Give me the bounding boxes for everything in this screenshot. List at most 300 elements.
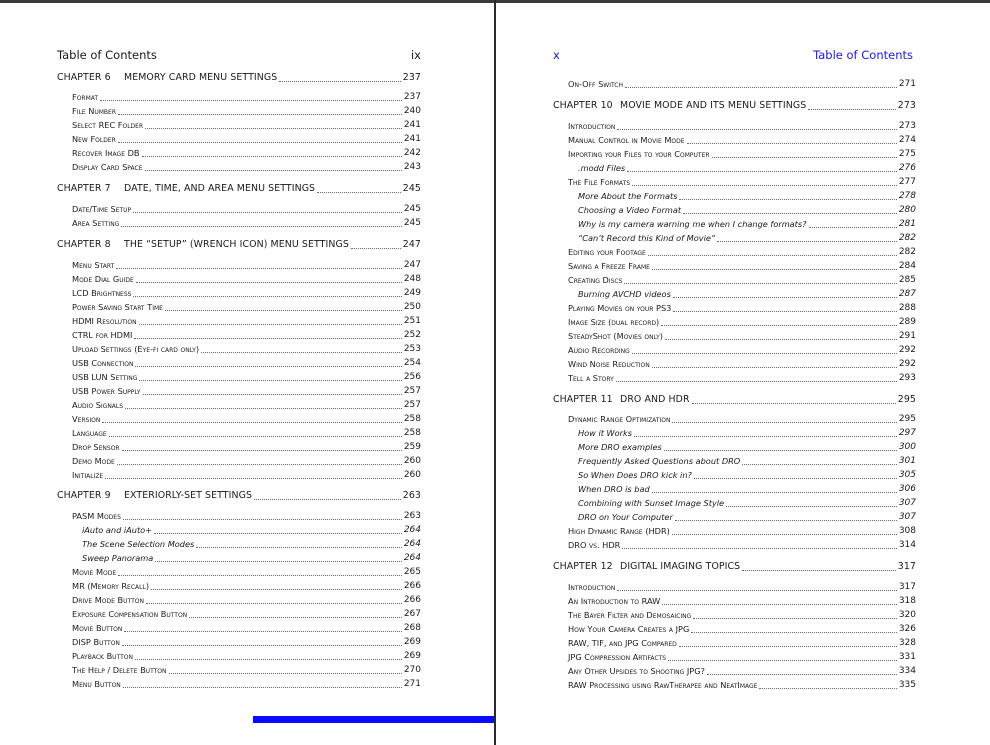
- toc-chapter-row[interactable]: [553, 560, 916, 574]
- entry-page-number: 245: [403, 218, 421, 228]
- toc-entry-row[interactable]: [568, 246, 916, 259]
- dot-leader: [121, 225, 401, 227]
- entry-page-number: 282: [898, 233, 916, 243]
- entry-title: Select REC Folder: [72, 120, 144, 130]
- toc-entry-row[interactable]: [72, 622, 421, 635]
- toc-entry-row[interactable]: [568, 581, 916, 594]
- dot-leader: [351, 247, 401, 249]
- entry-page-number: 292: [898, 359, 916, 369]
- entry-title: Initialize: [72, 470, 104, 480]
- toc-entry-row[interactable]: [72, 91, 421, 104]
- toc-entry-row[interactable]: [72, 301, 421, 314]
- toc-entry-row[interactable]: [568, 316, 916, 329]
- toc-entry-row[interactable]: [72, 441, 421, 454]
- dot-leader: [627, 170, 897, 172]
- entry-page-number: 260: [403, 470, 421, 480]
- entry-title: DRO on Your Computer: [578, 512, 673, 522]
- entry-title: Date/Time Setup: [72, 204, 132, 214]
- entry-page-number: 276: [898, 163, 916, 173]
- entry-page-number: 295: [897, 394, 916, 405]
- toc-entry-row[interactable]: [72, 636, 421, 649]
- dot-leader: [652, 366, 897, 368]
- entry-page-number: 287: [898, 289, 916, 299]
- entry-page-number: 253: [403, 344, 421, 354]
- dot-leader: [151, 588, 402, 590]
- entry-title: USB Power Supply: [72, 386, 141, 396]
- entry-page-number: 263: [402, 490, 421, 501]
- entry-page-number: 240: [403, 106, 421, 116]
- dot-leader: [154, 532, 402, 534]
- toc-entry-row[interactable]: [72, 287, 421, 300]
- toc-entry-row[interactable]: [82, 524, 421, 537]
- toc-entry-row[interactable]: [578, 455, 916, 468]
- entry-page-number: 245: [402, 183, 421, 194]
- entry-page-number: 306: [898, 484, 916, 494]
- entry-page-number: 273: [898, 121, 916, 131]
- dot-leader: [196, 546, 402, 548]
- entry-title: Burning AVCHD videos: [578, 289, 671, 299]
- dot-leader: [712, 156, 897, 158]
- entry-page-number: 264: [403, 539, 421, 549]
- toc-entry-row[interactable]: [72, 217, 421, 230]
- toc-entry-row[interactable]: [72, 385, 421, 398]
- entry-page-number: 266: [403, 581, 421, 591]
- entry-page-number: 297: [898, 428, 916, 438]
- entry-title: Choosing a Video Format: [578, 205, 682, 215]
- toc-entry-row[interactable]: [72, 329, 421, 342]
- entry-title: Demo Mode: [72, 456, 115, 466]
- dot-leader: [201, 351, 402, 353]
- toc-entry-row[interactable]: [72, 133, 421, 146]
- page-header-title: Table of Contents: [57, 48, 157, 62]
- toc-entry-row[interactable]: [72, 371, 421, 384]
- toc-entry-row[interactable]: [82, 538, 421, 551]
- dot-leader: [145, 169, 402, 171]
- dot-leader: [683, 212, 897, 214]
- toc-entry-row[interactable]: [578, 469, 916, 482]
- entry-page-number: 295: [898, 414, 916, 424]
- toc-chapter-row[interactable]: [57, 182, 421, 196]
- entry-title: Movie Mode: [72, 567, 117, 577]
- entry-page-number: 247: [403, 260, 421, 270]
- toc-entry-row[interactable]: [578, 511, 916, 524]
- entry-title: Menu Button: [72, 679, 121, 689]
- entry-page-number: 320: [898, 610, 916, 620]
- toc-entry-row[interactable]: [72, 650, 421, 663]
- entry-page-number: 264: [403, 553, 421, 563]
- entry-page-number: 237: [403, 92, 421, 102]
- dot-leader: [673, 310, 896, 312]
- entry-title: On-Off Switch: [568, 79, 623, 89]
- toc-entry-row[interactable]: [568, 413, 916, 426]
- dot-leader: [135, 365, 401, 367]
- toc-chapter-row[interactable]: [57, 71, 421, 85]
- toc-entry-row[interactable]: [568, 302, 916, 315]
- entry-page-number: 260: [403, 456, 421, 466]
- chapter-number: CHAPTER 9: [57, 490, 111, 501]
- entry-page-number: 288: [898, 303, 916, 313]
- toc-entry-row[interactable]: [72, 566, 421, 579]
- toc-entry-row[interactable]: [568, 358, 916, 371]
- toc-entry-row[interactable]: [578, 204, 916, 217]
- toc-entry-row[interactable]: [578, 288, 916, 301]
- entry-title: Creating Discs: [568, 275, 623, 285]
- entry-title: Display Card Space: [72, 162, 143, 172]
- toc-chapter-row[interactable]: [57, 238, 421, 252]
- toc-entry-row[interactable]: [568, 176, 916, 189]
- toc-entry-row[interactable]: [72, 678, 421, 691]
- dot-leader: [707, 673, 897, 675]
- entry-title: More About the Formats: [578, 191, 678, 201]
- toc-entry-row[interactable]: [568, 330, 916, 343]
- toc-entry-row[interactable]: [578, 190, 916, 203]
- dot-leader: [102, 421, 401, 423]
- toc-entry-row[interactable]: [568, 595, 916, 608]
- dot-leader: [726, 505, 897, 507]
- toc-entry-row[interactable]: [568, 78, 916, 91]
- chapter-number: CHAPTER 11: [553, 394, 613, 405]
- dot-leader: [809, 226, 897, 228]
- dot-leader: [717, 240, 897, 242]
- entry-page-number: 269: [403, 651, 421, 661]
- entry-title: HDMI Resolution: [72, 316, 137, 326]
- dot-leader: [139, 323, 402, 325]
- dot-leader: [279, 80, 401, 82]
- entry-title: Drop Sensor: [72, 442, 120, 452]
- entry-page-number: 257: [403, 386, 421, 396]
- entry-title: Playback Button: [72, 651, 134, 661]
- toc-chapter-row[interactable]: [553, 99, 916, 113]
- dot-leader: [135, 658, 402, 660]
- dot-leader: [679, 645, 897, 647]
- dot-leader: [759, 687, 896, 689]
- chapter-heading: [57, 71, 277, 85]
- dot-leader: [672, 421, 896, 423]
- dot-leader: [742, 569, 896, 571]
- entry-page-number: 241: [403, 134, 421, 144]
- entry-title: How Your Camera Creates a JPG: [568, 624, 690, 634]
- dot-leader: [664, 449, 897, 451]
- entry-page-number: 248: [403, 274, 421, 284]
- entry-page-number: 263: [403, 511, 421, 521]
- entry-page-number: 300: [898, 442, 916, 452]
- entry-page-number: 277: [898, 177, 916, 187]
- dot-leader: [105, 477, 402, 479]
- dot-leader: [652, 268, 897, 270]
- toc-entry-row[interactable]: [568, 665, 916, 678]
- dot-leader: [662, 603, 897, 605]
- entry-title: Tell a Story: [568, 373, 614, 383]
- toc-entry-row[interactable]: [72, 427, 421, 440]
- entry-title: LCD Brightness: [72, 288, 132, 298]
- toc-entry-row[interactable]: [568, 651, 916, 664]
- dot-leader: [109, 435, 402, 437]
- entry-page-number: 308: [898, 526, 916, 536]
- dot-leader: [808, 108, 896, 110]
- entry-title: Audio Signals: [72, 400, 124, 410]
- chapter-number: CHAPTER 10: [553, 100, 613, 111]
- entry-title: Exposure Compensation Button: [72, 609, 188, 619]
- dot-leader: [146, 602, 402, 604]
- dot-leader: [679, 198, 896, 200]
- dot-leader: [155, 560, 402, 562]
- entry-title: When DRO is bad: [578, 484, 650, 494]
- toc-entry-row[interactable]: [568, 148, 916, 161]
- entry-page-number: 289: [898, 317, 916, 327]
- toc-entry-row[interactable]: [578, 483, 916, 496]
- entry-title: File Number: [72, 106, 116, 116]
- dot-leader: [124, 630, 401, 632]
- toc-entry-row[interactable]: [72, 399, 421, 412]
- toc-entry-row[interactable]: [72, 259, 421, 272]
- entry-title: The File Formats: [568, 177, 631, 187]
- entry-page-number: 241: [403, 120, 421, 130]
- entry-title: An Introduction to RAW: [568, 596, 661, 606]
- dot-leader: [672, 533, 897, 535]
- chapter-heading: [57, 238, 349, 252]
- toc-entry-row[interactable]: [72, 203, 421, 216]
- chapter-heading: [57, 182, 315, 196]
- toc-entry-row[interactable]: [578, 218, 916, 231]
- dot-leader: [118, 113, 402, 115]
- entry-page-number: 273: [897, 100, 916, 111]
- entry-page-number: 264: [403, 525, 421, 535]
- dot-leader: [687, 142, 897, 144]
- entry-title: “Can’t Record this Kind of Movie”: [578, 233, 716, 243]
- entry-page-number: 242: [403, 148, 421, 158]
- dot-leader: [122, 449, 402, 451]
- entry-title: Image Size (dual record): [568, 317, 660, 327]
- toc-entry-row[interactable]: [72, 594, 421, 607]
- entry-page-number: 271: [403, 679, 421, 689]
- entry-title: DRO vs. HDR: [568, 540, 621, 550]
- entry-title: Dynamic Range Optimization: [568, 414, 671, 424]
- dot-leader: [632, 352, 897, 354]
- entry-page-number: 245: [403, 204, 421, 214]
- entry-page-number: 282: [898, 247, 916, 257]
- toc-entry-row[interactable]: [578, 441, 916, 454]
- dot-leader: [143, 393, 402, 395]
- chapter-number: CHAPTER 7: [57, 183, 111, 194]
- entry-title: More DRO examples: [578, 442, 662, 452]
- toc-entry-row[interactable]: [568, 274, 916, 287]
- entry-page-number: 249: [403, 288, 421, 298]
- chapter-number: CHAPTER 12: [553, 561, 613, 572]
- dot-leader: [123, 686, 402, 688]
- entry-page-number: 250: [403, 302, 421, 312]
- entry-page-number: 307: [898, 512, 916, 522]
- entry-page-number: 243: [403, 162, 421, 172]
- entry-title: Sweep Panorama: [82, 553, 154, 563]
- entry-title: USB Connection: [72, 358, 134, 368]
- entry-page-number: 318: [898, 596, 916, 606]
- toc-entry-row[interactable]: [72, 273, 421, 286]
- blue-rule: [253, 716, 494, 723]
- entry-title: Combining with Sunset Image Style: [578, 498, 725, 508]
- entry-page-number: 237: [402, 72, 421, 83]
- dot-leader: [634, 435, 897, 437]
- entry-page-number: 305: [898, 470, 916, 480]
- entry-title: Why is my camera warning me when I change formats?: [578, 219, 807, 229]
- entry-page-number: 281: [898, 219, 916, 229]
- toc-entry-row[interactable]: [568, 623, 916, 636]
- toc-chapter-row[interactable]: [57, 489, 421, 503]
- dot-leader: [123, 518, 402, 520]
- entry-title: Version: [72, 414, 101, 424]
- entry-title: So When Does DRO kick in?: [578, 470, 692, 480]
- dot-leader: [145, 127, 402, 129]
- dot-leader: [139, 379, 401, 381]
- toc-entry-row[interactable]: [568, 120, 916, 133]
- dot-leader: [648, 254, 897, 256]
- chapter-title: DRO AND HDR: [620, 394, 690, 405]
- entry-title: DISP Button: [72, 637, 120, 647]
- toc-entry-row[interactable]: [72, 119, 421, 132]
- toc-entry-row[interactable]: [568, 525, 916, 538]
- dot-leader: [116, 267, 402, 269]
- toc-entry-row[interactable]: [568, 344, 916, 357]
- entry-title: Introduction: [568, 582, 616, 592]
- toc-entry-row[interactable]: [72, 608, 421, 621]
- toc-entry-row[interactable]: [72, 147, 421, 160]
- entry-title: Playing Movies on your PS3: [568, 303, 672, 313]
- dot-leader: [652, 491, 897, 493]
- entry-title: How it Works: [578, 428, 633, 438]
- dot-leader: [668, 659, 897, 661]
- dot-leader: [693, 617, 896, 619]
- dot-leader: [254, 498, 401, 500]
- dot-leader: [142, 155, 402, 157]
- toc-entry-row[interactable]: [72, 413, 421, 426]
- entry-title: Introduction: [568, 121, 616, 131]
- entry-page-number: 292: [898, 345, 916, 355]
- entry-page-number: 285: [898, 275, 916, 285]
- dot-leader: [165, 309, 402, 311]
- entry-title: MR (Memory Recall): [72, 581, 150, 591]
- entry-page-number: 270: [403, 665, 421, 675]
- toc-entry-row[interactable]: [72, 580, 421, 593]
- entry-page-number: 267: [403, 609, 421, 619]
- entry-title: Audio Recording: [568, 345, 630, 355]
- dot-leader: [742, 463, 897, 465]
- entry-page-number: 258: [403, 414, 421, 424]
- toc-entry-row[interactable]: [568, 372, 916, 385]
- entry-title: RAW, TIF, and JPG Compared: [568, 638, 677, 648]
- toc-entry-row[interactable]: [72, 664, 421, 677]
- dot-leader: [616, 380, 897, 382]
- entry-title: JPG Compression Artifacts: [568, 652, 667, 662]
- toc-entry-row[interactable]: [568, 134, 916, 147]
- dot-leader: [617, 589, 897, 591]
- entry-page-number: 252: [403, 330, 421, 340]
- entry-title: Recover Image DB: [72, 148, 140, 158]
- entry-page-number: 251: [403, 316, 421, 326]
- toc-entry-row[interactable]: [72, 455, 421, 468]
- toc-entry-row[interactable]: [568, 260, 916, 273]
- toc-entry-row[interactable]: [72, 469, 421, 482]
- entry-page-number: 335: [898, 680, 916, 690]
- entry-page-number: 317: [897, 561, 916, 572]
- entry-page-number: 326: [898, 624, 916, 634]
- toc-entry-row[interactable]: [578, 427, 916, 440]
- entry-page-number: 265: [403, 567, 421, 577]
- entry-title: PASM Modes: [72, 511, 121, 521]
- toc-entry-row[interactable]: [568, 679, 916, 692]
- dot-leader: [100, 99, 402, 101]
- dot-leader: [622, 547, 897, 549]
- left-page: [0, 0, 494, 745]
- toc-entry-row[interactable]: [568, 609, 916, 622]
- entry-page-number: 307: [898, 498, 916, 508]
- entry-page-number: 258: [403, 428, 421, 438]
- toc-entry-row[interactable]: [568, 637, 916, 650]
- entry-page-number: 259: [403, 442, 421, 452]
- chapter-heading: [553, 393, 690, 407]
- toc-entry-row[interactable]: [72, 161, 421, 174]
- entry-title: Wind Noise Reduction: [568, 359, 650, 369]
- entry-title: USB LUN Setting: [72, 372, 138, 382]
- dot-leader: [118, 574, 402, 576]
- dot-leader: [617, 128, 897, 130]
- toc-entry-row[interactable]: [578, 497, 916, 510]
- entry-page-number: 269: [403, 637, 421, 647]
- entry-page-number: 291: [898, 331, 916, 341]
- entry-title: Drive Mode Button: [72, 595, 144, 605]
- entry-title: Importing your Files to your Computer: [568, 149, 710, 159]
- toc-entry-row[interactable]: [578, 232, 916, 245]
- entry-page-number: 301: [898, 456, 916, 466]
- entry-title: The Bayer Filter and Demosaicing: [568, 610, 692, 620]
- toc-chapter-row[interactable]: [553, 393, 916, 407]
- toc-entry-row[interactable]: [72, 343, 421, 356]
- page-header-title: Table of Contents: [813, 48, 913, 62]
- entry-page-number: 254: [403, 358, 421, 368]
- entry-title: Mode Dial Guide: [72, 274, 134, 284]
- dot-leader: [624, 282, 896, 284]
- page-number: ix: [410, 48, 421, 62]
- entry-page-number: 317: [898, 582, 916, 592]
- dot-leader: [133, 211, 402, 213]
- entry-title: The Help / Delete Button: [72, 665, 167, 675]
- dot-leader: [117, 463, 402, 465]
- entry-title: Frequently Asked Questions about DRO: [578, 456, 741, 466]
- entry-page-number: 266: [403, 595, 421, 605]
- toc-entry-row[interactable]: [72, 105, 421, 118]
- chapter-heading: [553, 560, 740, 574]
- dot-leader: [317, 191, 401, 193]
- toc-entry-row[interactable]: [568, 539, 916, 552]
- entry-title: Upload Settings (Eye-fi card only): [72, 344, 200, 354]
- entry-page-number: 247: [402, 239, 421, 250]
- entry-title: Area Setting: [72, 218, 120, 228]
- entry-title: The Scene Selection Modes: [82, 539, 195, 549]
- entry-title: .modd Files: [578, 163, 626, 173]
- chapter-heading: [57, 489, 252, 503]
- dot-leader: [694, 477, 897, 479]
- entry-title: Menu Start: [72, 260, 115, 270]
- toc-entry-row[interactable]: [578, 162, 916, 175]
- toc-entry-row[interactable]: [72, 510, 421, 523]
- entry-title: Power Saving Start Time: [72, 302, 163, 312]
- entry-page-number: 268: [403, 623, 421, 633]
- toc-entry-row[interactable]: [72, 357, 421, 370]
- dot-leader: [665, 338, 897, 340]
- dot-leader: [125, 407, 402, 409]
- toc-entry-row[interactable]: [82, 552, 421, 565]
- toc-entry-row[interactable]: [72, 315, 421, 328]
- chapter-title: DIGITAL IMAGING TOPICS: [620, 561, 741, 572]
- entry-title: Editing your Footage: [568, 247, 646, 257]
